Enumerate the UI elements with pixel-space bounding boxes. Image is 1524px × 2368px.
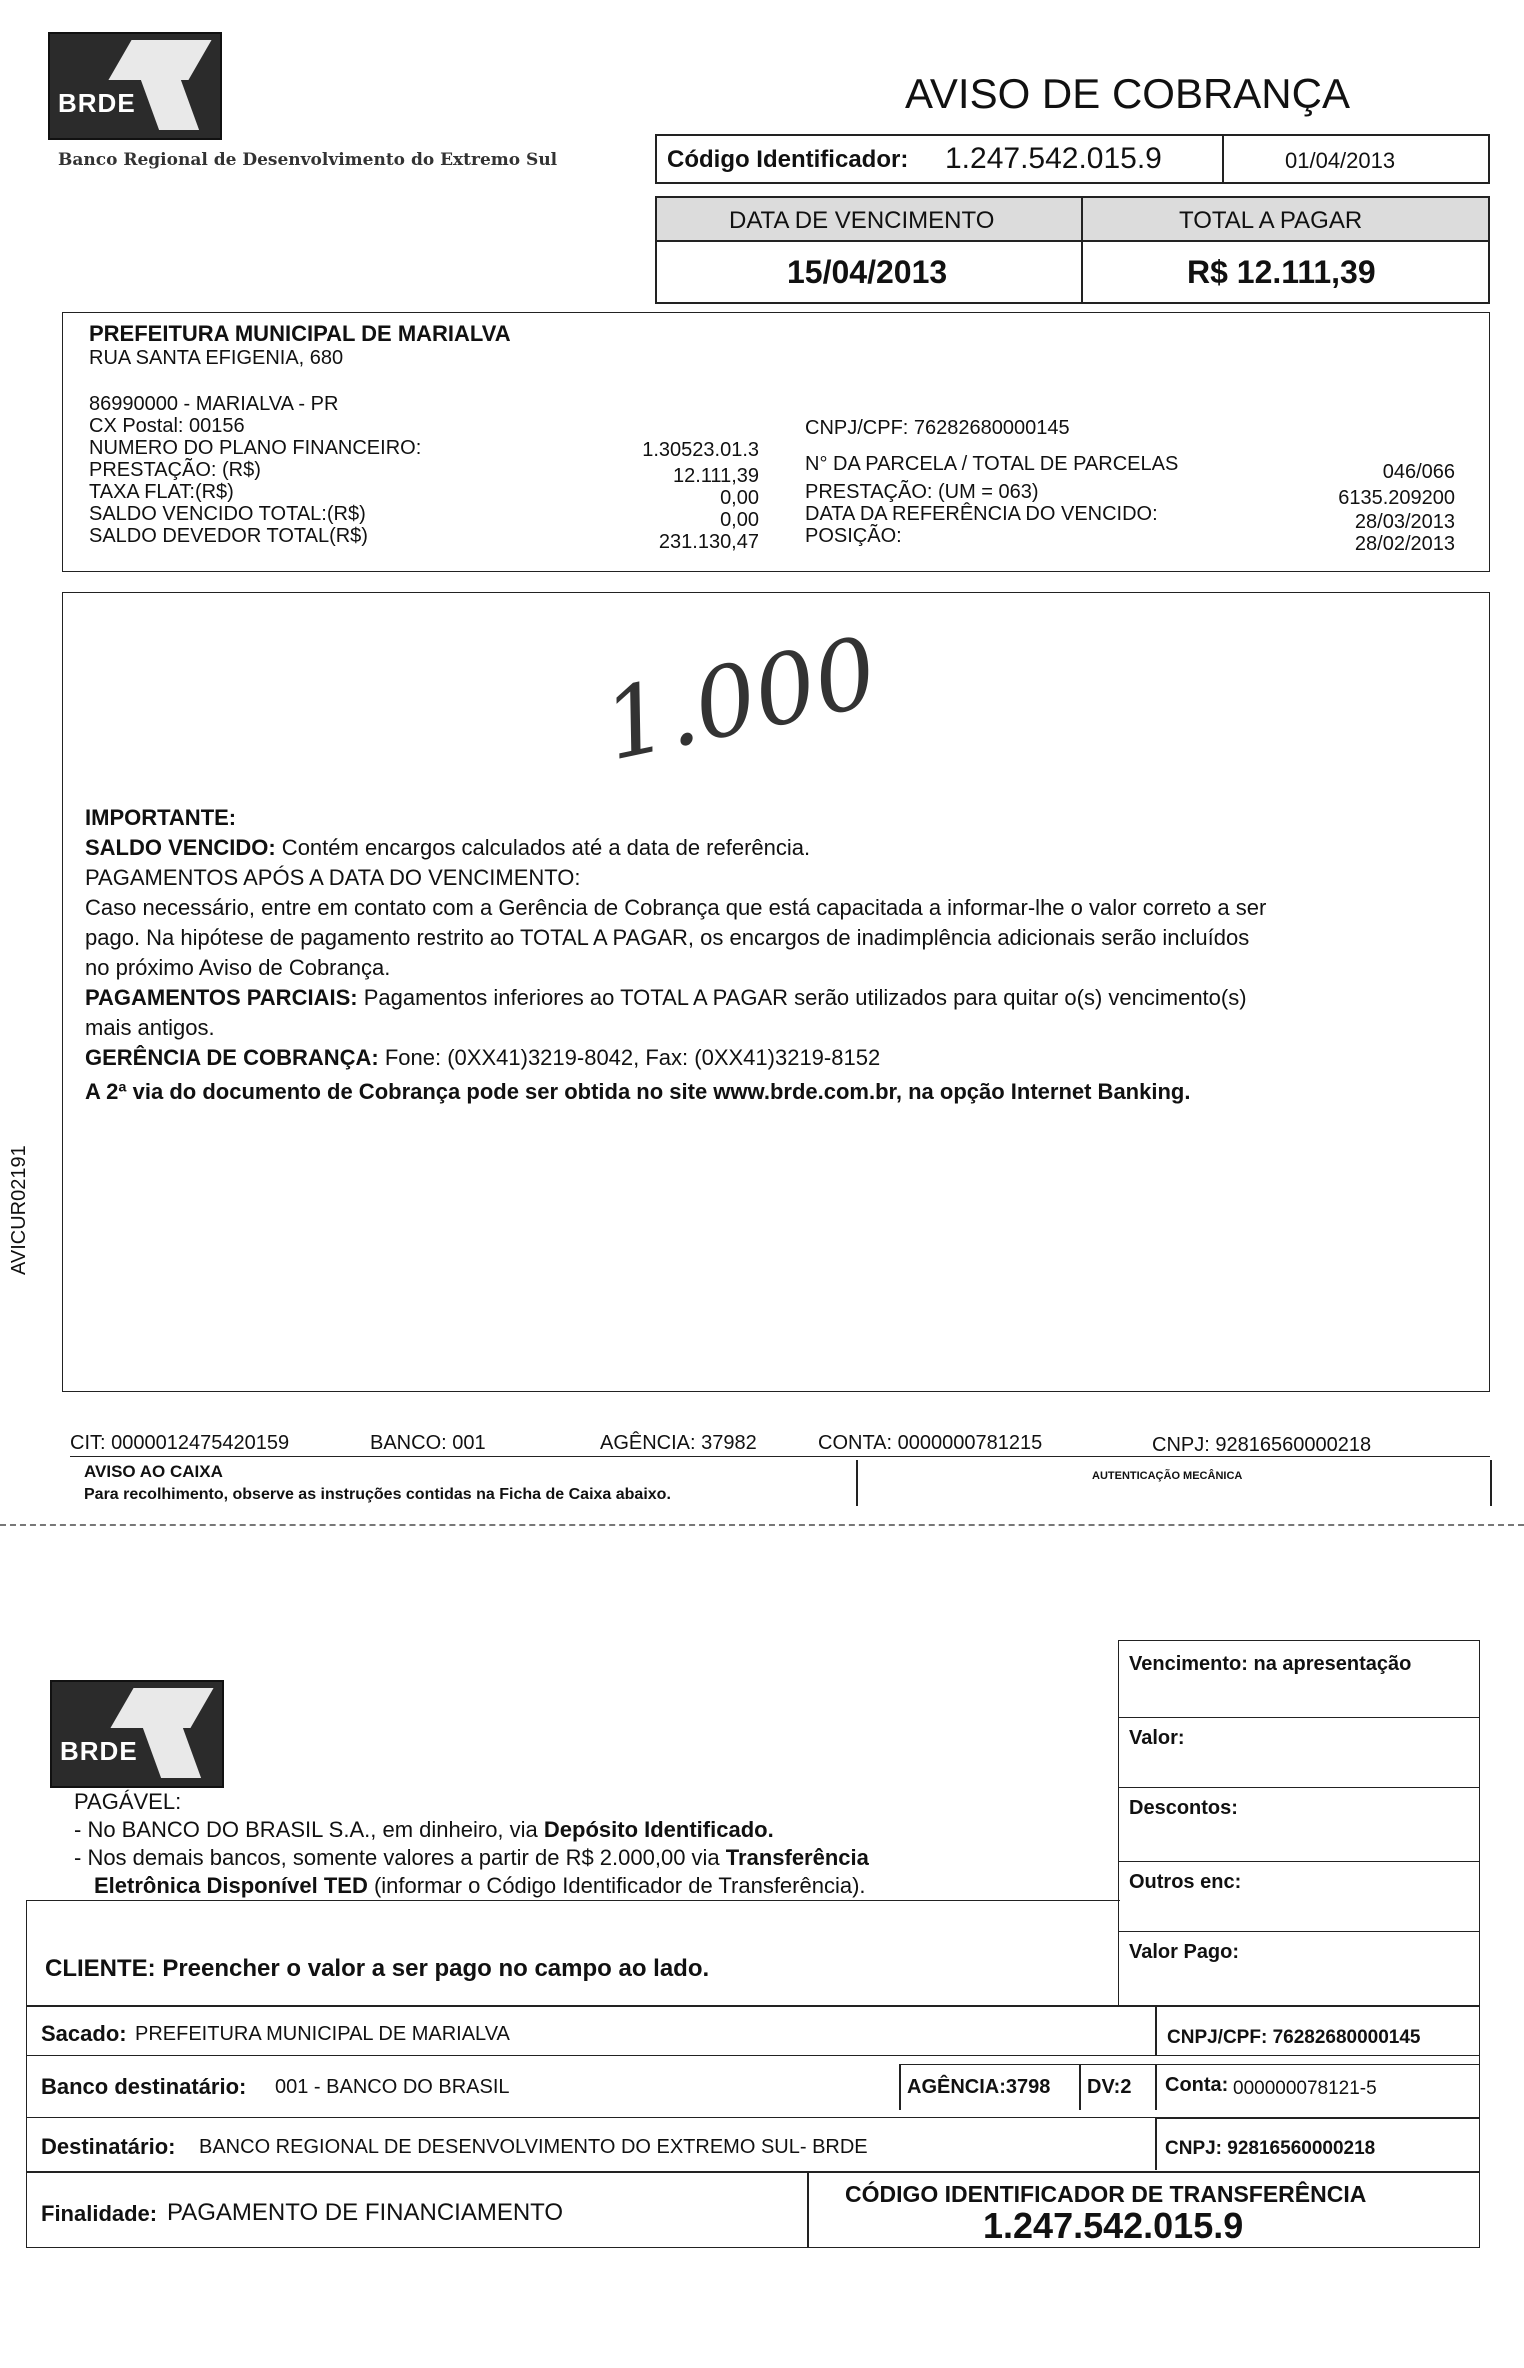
codigo-transferencia-value: 1.247.542.015.9 [983, 2205, 1244, 2246]
client-city: 86990000 - MARIALVA - PR [89, 393, 339, 415]
destinatario-row [26, 2118, 1480, 2172]
field-label: N° DA PARCELA / TOTAL DE PARCELAS [805, 453, 1179, 475]
handwritten-note: 1.000 [594, 615, 887, 783]
cliente-text [45, 1955, 709, 1983]
field-label: TAXA FLAT:(R$) [89, 481, 234, 503]
agencia-value: AGÊNCIA:3798 [907, 2076, 1051, 2098]
sacado-cnpj: CNPJ/CPF: 76282680000145 [1167, 2027, 1421, 2048]
field-value: 046/066 [1382, 461, 1455, 483]
dv-value: DV:2 [1087, 2076, 1132, 2098]
banco-destinatario-row [26, 2056, 1480, 2118]
field-label: SALDO DEVEDOR TOTAL(R$) [89, 525, 368, 547]
field-label: PRESTAÇÃO: (UM = 063) [805, 481, 1039, 503]
field-value: 1.30523.01.3 [642, 439, 759, 461]
client-cx-postal: CX Postal: 00156 [89, 415, 245, 437]
field-value: 28/02/2013 [1354, 533, 1455, 555]
pagamentos-line: no próximo Aviso de Cobrança. [85, 955, 391, 980]
pagamentos-line: Caso necessário, entre em contato com a Gerência de Cobrança que está capacitada a informar-lhe o valor correto a ser [85, 895, 1267, 920]
field-value: 6135.209200 [1338, 487, 1455, 509]
vencimento-field: Vencimento: na apresentação [1129, 1653, 1412, 1675]
pagavel-block [74, 1788, 1094, 1900]
client-name: PREFEITURA MUNICIPAL DE MARIALVA [89, 321, 511, 346]
field-value: 28/03/2013 [1354, 511, 1455, 533]
document-title: AVISO DE COBRANÇA [905, 70, 1350, 117]
brde-logo-bottom: BRDE [50, 1680, 224, 1788]
cnpj: CNPJ: 92816560000218 [1152, 1434, 1372, 1456]
codigo-value: 1.247.542.015.9 [945, 142, 1162, 175]
banco-destinatario-value: 001 - BANCO DO BRASIL [275, 2076, 510, 2098]
sacado-row [26, 2006, 1480, 2056]
finalidade-label: Finalidade: [41, 2201, 158, 2226]
field-label: PRESTAÇÃO: (R$) [89, 459, 261, 481]
pagavel-bold: Transferência [725, 1845, 869, 1870]
pagavel-line: (informar o Código Identificador de Transferência). [367, 1873, 866, 1898]
importante-title: IMPORTANTE: [85, 805, 237, 830]
vencimento-label: DATA DE VENCIMENTO [729, 207, 995, 234]
client-street: RUA SANTA EFIGENIA, 680 [89, 347, 344, 369]
vencimento-value: 15/04/2013 [787, 254, 948, 290]
vencimento-total-box [655, 196, 1490, 304]
pagavel-line: - Nos demais bancos, somente valores a partir de R$ 2.000,00 via [74, 1845, 726, 1870]
importante-text [85, 803, 1475, 1107]
codigo-identificador-box [655, 134, 1490, 184]
field-label: DATA DA REFERÊNCIA DO VENCIDO: [805, 503, 1158, 525]
cliente-instruction: CLIENTE: Preencher o valor a ser pago no campo ao lado. [45, 1955, 710, 1982]
conta-label: Conta: [1165, 2074, 1229, 2096]
brde-logo-top: BRDE [48, 32, 222, 140]
parciais-label: PAGAMENTOS PARCIAIS: [85, 985, 358, 1010]
conta-value: 000000078121-5 [1233, 2078, 1377, 2099]
field-value: 12.111,39 [672, 465, 759, 487]
bank-line [70, 1432, 1490, 1462]
importante-box [62, 592, 1490, 1392]
issue-date: 01/04/2013 [1285, 148, 1396, 173]
cut-line [0, 1524, 1524, 1526]
gerencia-text: Fone: (0XX41)3219-8042, Fax: (0XX41)3219-8152 [378, 1045, 881, 1070]
destinatario-cnpj: CNPJ: 92816560000218 [1165, 2138, 1376, 2159]
pagavel-bold: Depósito Identificado. [543, 1817, 774, 1842]
segunda-via-text: A 2ª via do documento de Cobrança pode ser obtida no site www.brde.com.br, na opção Internet Banking. [85, 1079, 1191, 1104]
codigo-label: Código Identificador: [667, 146, 909, 173]
saldo-label: SALDO VENCIDO: [85, 835, 276, 860]
finalidade-row [26, 2172, 1480, 2248]
side-code: AVICUR02191 [8, 1145, 30, 1275]
pagamentos-title: PAGAMENTOS APÓS A DATA DO VENCIMENTO: [85, 865, 581, 890]
destinatario-value: BANCO REGIONAL DE DESENVOLVIMENTO DO EXTREMO SUL- BRDE [199, 2136, 868, 2158]
field-value: 0,00 [720, 509, 759, 531]
field-label: POSIÇÃO: [805, 525, 902, 547]
parciais-line: mais antigos. [85, 1015, 215, 1040]
pagavel-line: - No BANCO DO BRASIL S.A., em dinheiro, via [74, 1817, 544, 1842]
codigo-transferencia-title: CÓDIGO IDENTIFICADOR DE TRANSFERÊNCIA [845, 2181, 1367, 2207]
field-value: 0,00 [720, 487, 759, 509]
cit: CIT: 0000012475420159 [70, 1432, 290, 1454]
banco-destinatario-label: Banco destinatário: [41, 2074, 247, 2099]
parciais-text: Pagamentos inferiores ao TOTAL A PAGAR serão utilizados para quitar o(s) vencimento(s) [357, 985, 1247, 1010]
aviso-caixa-text: Para recolhimento, observe as instruções contidas na Ficha de Caixa abaixo. [84, 1486, 671, 1503]
field-value: 231.130,47 [658, 531, 759, 553]
destinatario-label: Destinatário: [41, 2134, 176, 2159]
pagavel-bold: Eletrônica Disponível TED [94, 1873, 368, 1898]
sacado-label: Sacado: [41, 2021, 127, 2046]
banco: BANCO: 001 [370, 1432, 486, 1454]
valor-pago-field[interactable]: Valor Pago: [1129, 1941, 1240, 1963]
autenticacao-mecanica: AUTENTICAÇÃO MECÂNICA [1092, 1470, 1243, 1482]
cnpj-cpf: CNPJ/CPF: 76282680000145 [805, 417, 1070, 439]
total-label: TOTAL A PAGAR [1179, 207, 1363, 234]
gerencia-label: GERÊNCIA DE COBRANÇA: [85, 1045, 379, 1070]
descontos-field[interactable]: Descontos: [1129, 1797, 1238, 1819]
payment-fields-box [1118, 1640, 1480, 2006]
sacado-value: PREFEITURA MUNICIPAL DE MARIALVA [135, 2023, 510, 2045]
finalidade-value: PAGAMENTO DE FINANCIAMENTO [167, 2199, 564, 2226]
field-label: SALDO VENCIDO TOTAL:(R$) [89, 503, 366, 525]
bank-full-name: Banco Regional de Desenvolvimento do Extremo Sul [58, 150, 558, 170]
field-label: NUMERO DO PLANO FINANCEIRO: [89, 437, 422, 459]
cliente-row [26, 1900, 1120, 2006]
conta: CONTA: 0000000781215 [818, 1432, 1043, 1454]
total-value: R$ 12.111,39 [1187, 254, 1376, 290]
pagavel-title: PAGÁVEL: [74, 1789, 182, 1814]
client-info-box [62, 312, 1490, 572]
aviso-caixa-title: AVISO AO CAIXA [84, 1462, 223, 1481]
valor-field[interactable]: Valor: [1129, 1727, 1185, 1749]
outros-enc-field[interactable]: Outros enc: [1129, 1871, 1242, 1893]
pagamentos-line: pago. Na hipótese de pagamento restrito ao TOTAL A PAGAR, os encargos de inadimplência adicionais serão incluídos [85, 925, 1250, 950]
saldo-text: Contém encargos calculados até a data de referência. [275, 835, 811, 860]
agencia: AGÊNCIA: 37982 [600, 1432, 757, 1454]
